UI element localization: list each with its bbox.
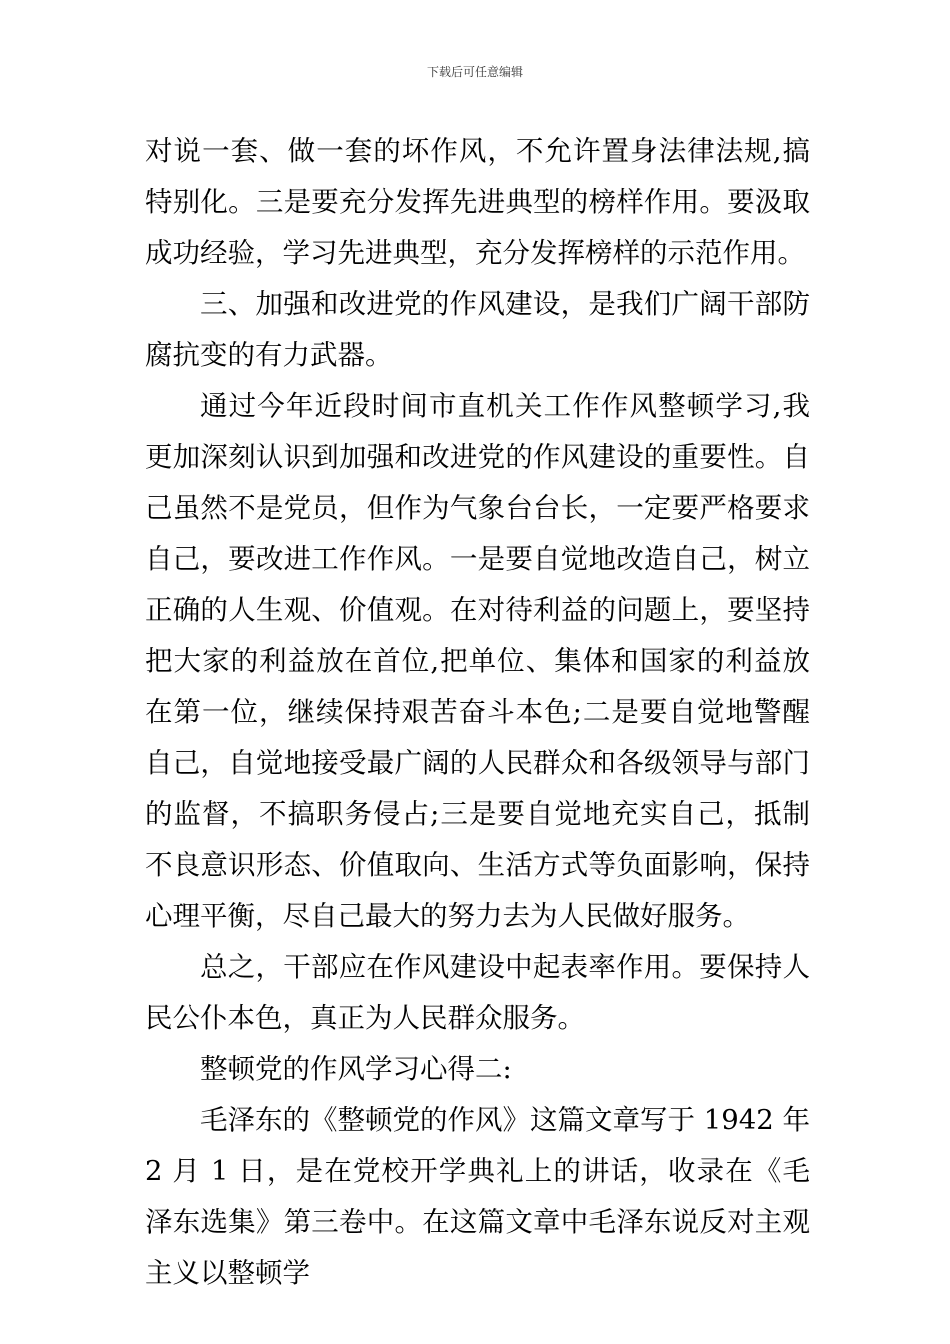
- paragraph-2: 三、加强和改进党的作风建设，是我们广阔干部防腐抗变的有力武器。: [145, 288, 810, 371]
- document-body: [145, 126, 810, 1299]
- paragraph-6: 毛泽东的《整顿党的作风》这篇文章写于 1942 年 2 月 1 日，是在党校开学典礼上的讲话，收录在《毛泽东选集》第三卷中。在这篇文章中毛泽东说反对主观主义以整顿学: [145, 1104, 810, 1289]
- page-header: 下载后可任意编辑: [426, 65, 523, 79]
- paragraph-3: 通过今年近段时间市直机关工作作风整顿学习,我更加深刻认识到加强和改进党的作风建设的重要性。自己虽然不是党员，但作为气象台台长，一定要严格要求自己，要改进工作作风。一是要自觉地改造自己，树立正确的人生观、价值观。在对待利益的问题上，要坚持把大家的利益放在首位,把单位、集体和国家的利益放在第一位，继续保持艰苦奋斗本色;二是要自觉地警醒自己，自觉地接受最广阔的人民群众和各级领导与部门的监督，不搞职务侵占;三是要自觉地充实自己，抵制不良意识形态、价值取向、生活方式等负面影响，保持心理平衡，尽自己最大的努力去为人民做好服务。: [145, 390, 810, 932]
- paragraph-4: 总之，干部应在作风建设中起表率作用。要保持人民公仆本色，真正为人民群众服务。: [145, 951, 810, 1034]
- paragraph-5-heading: 整顿党的作风学习心得二:: [200, 1053, 512, 1085]
- paragraph-1: 对说一套、做一套的坏作风，不允许置身法律法规,搞特别化。三是要充分发挥先进典型的榜样作用。要汲取成功经验，学习先进典型，充分发挥榜样的示范作用。: [145, 135, 810, 269]
